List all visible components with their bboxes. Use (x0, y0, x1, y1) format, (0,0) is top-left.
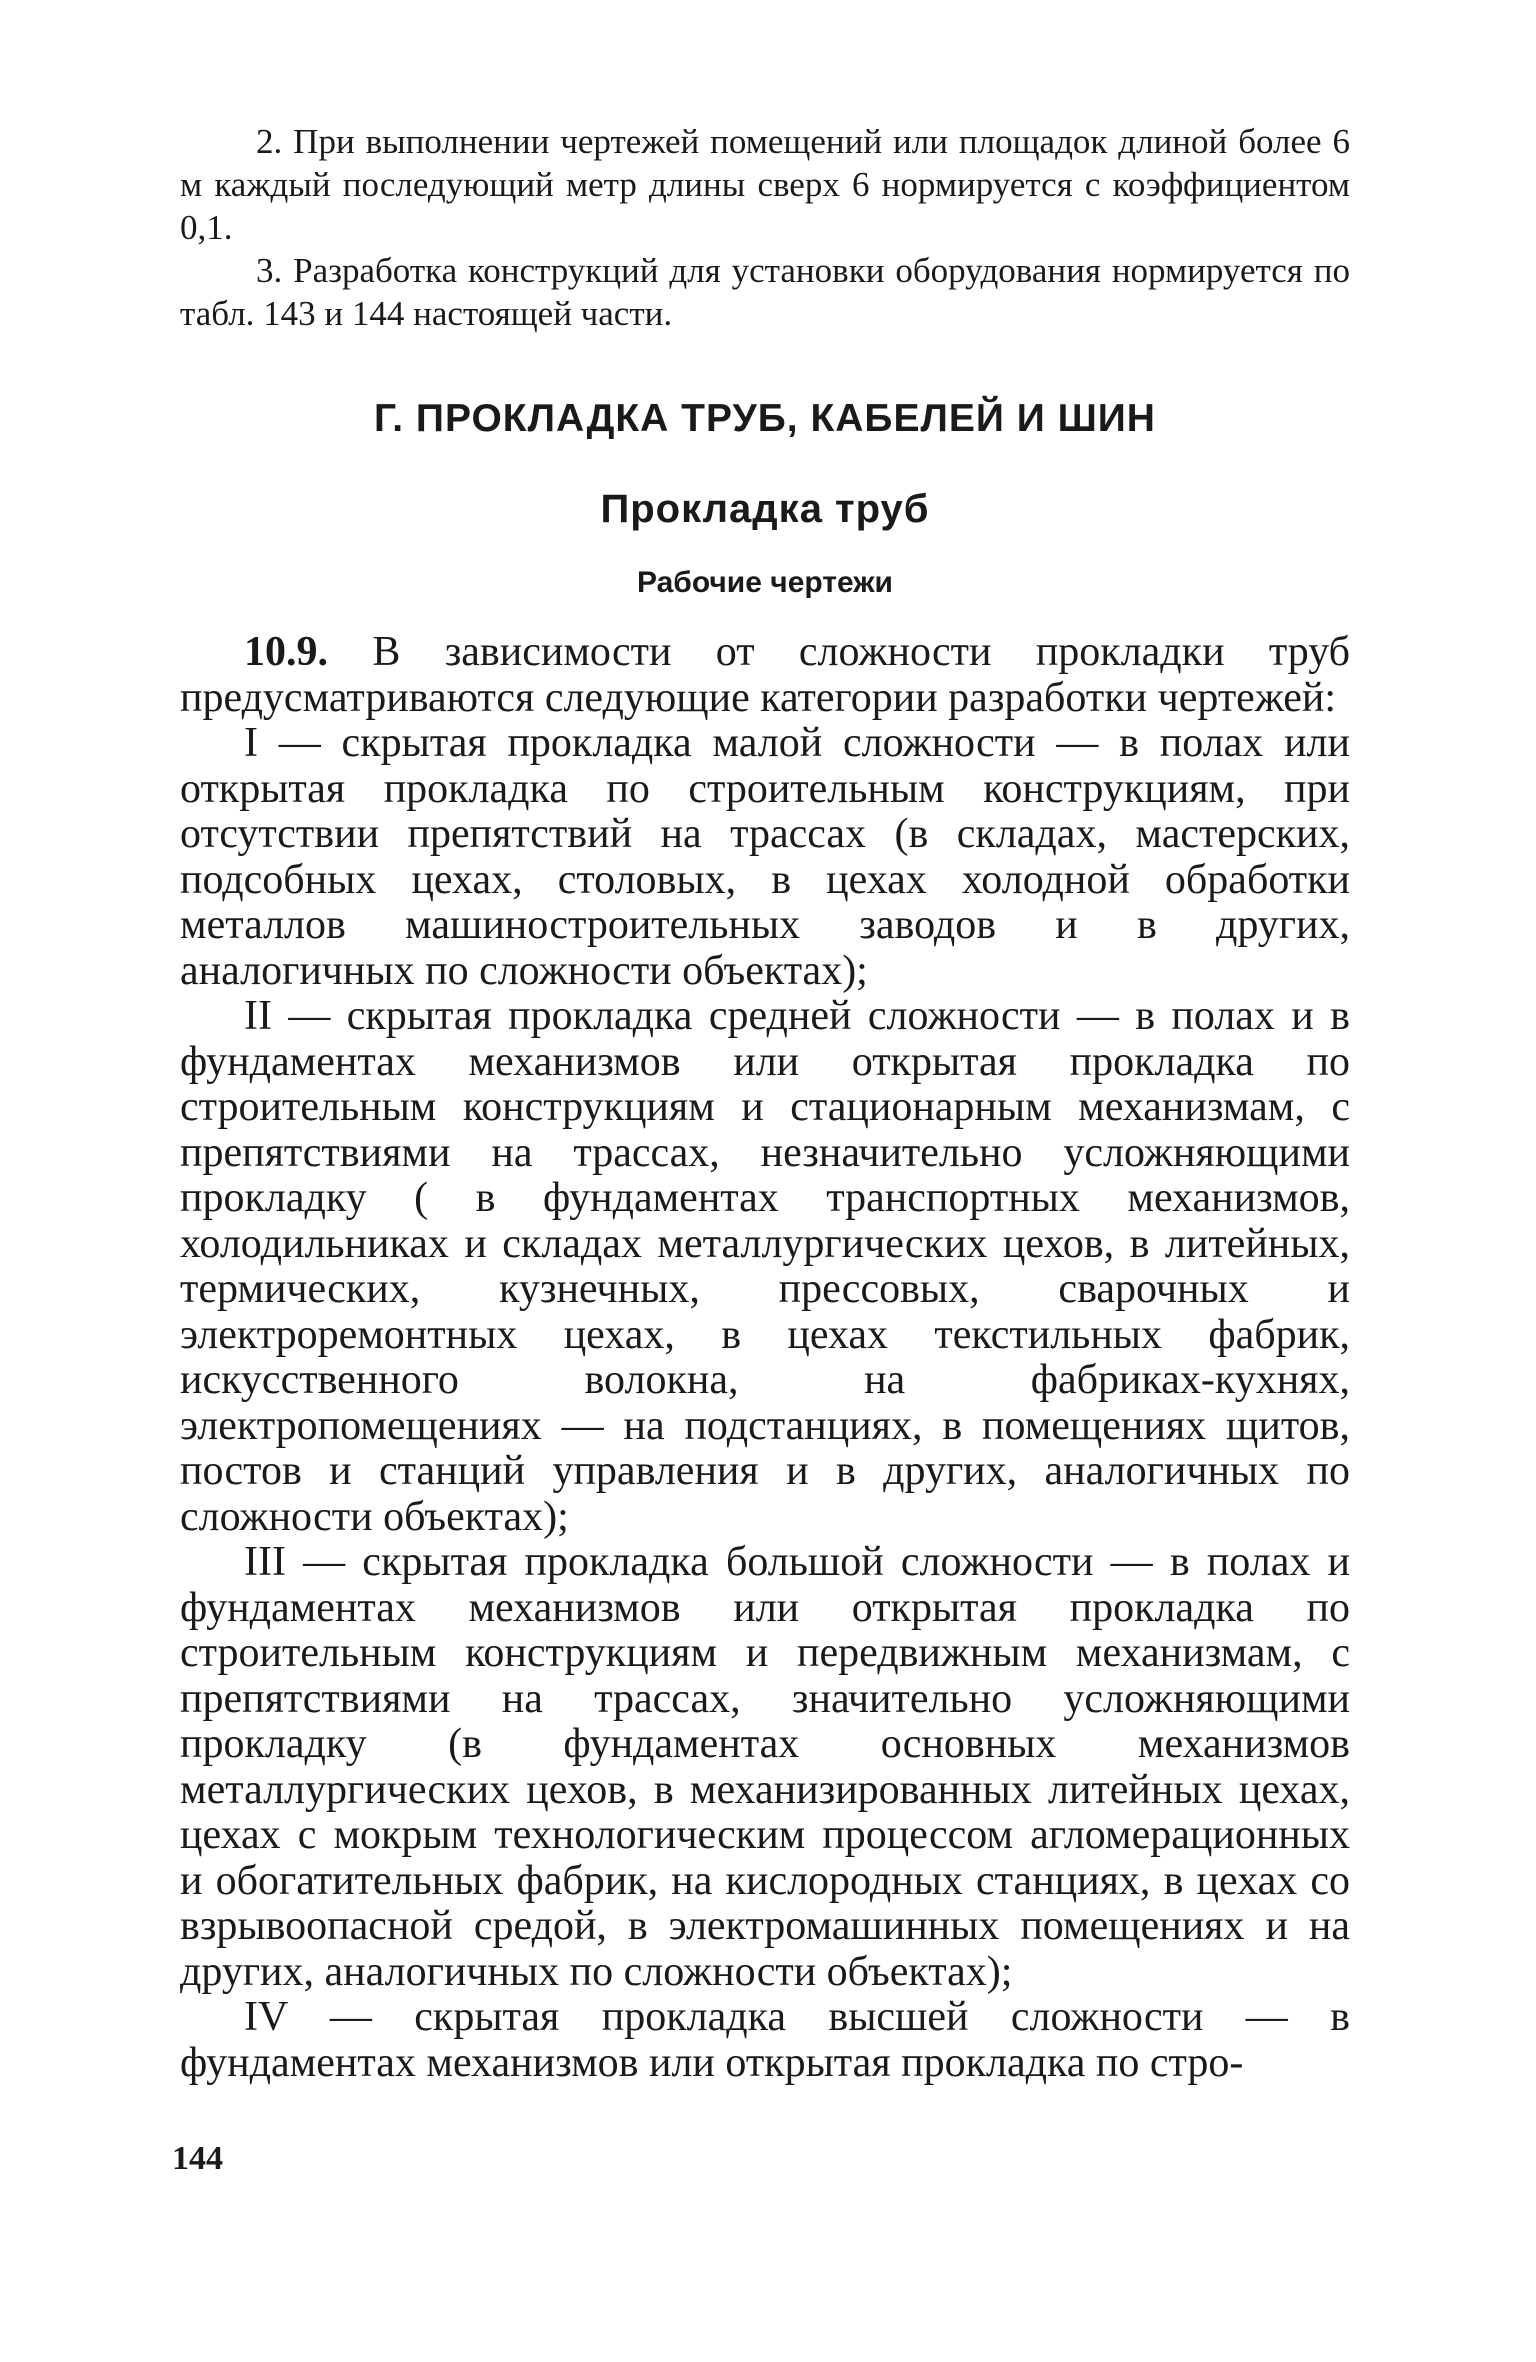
note-2: 2. При выполнении чертежей помещений или площадок длиной более 6 м каждый последующий метр длины сверх 6 нормируется с коэффициентом 0,1. (180, 122, 1350, 247)
category-item-1: I — скрытая прокладка малой сложности — в полах или открытая прокладка по строительным конструкциям, при отсутствии препятствий на трассах (в складах, мастерских, подсобных цехах, столовых, в цехах холодной обработки металлов машиностроительных заводов и в других, аналогичных по сложности объектах); (180, 720, 1350, 994)
clause-intro-text: В зависимости от сложности прокладки труб предусматриваются следующие категории разработки чертежей: (180, 629, 1351, 721)
clause-10-9 (180, 630, 1350, 2086)
clause-number: 10.9. (244, 629, 328, 675)
category-item-3: III — скрытая прокладка большой сложности — в полах и фундаментах механизмов или открытая прокладка по строительным конструкциям и передвижным механизмам, с препятствиями на трассах, значительно усложняющими прокладку (в фундаментах основных механизмов металлургических цехов, в механизированных литейных цехах, цехах с мокрым технологическим процессом агломерационных и обогатительных фабрик, на кислородных станциях, в цехах со взрывоопасной средой, в электромашинных помещениях и на других, аналогичных по сложности объектах); (180, 1539, 1350, 1995)
clause-intro (180, 630, 1350, 721)
note-3: 3. Разработка конструкций для установки оборудования нормируется по табл. 143 и 144 настоящей части. (180, 251, 1350, 333)
document-page (180, 120, 1350, 2086)
section-heading: Г. ПРОКЛАДКА ТРУБ, КАБЕЛЕЙ И ШИН (374, 397, 1156, 440)
notes-block (180, 120, 1350, 335)
subsubsection-heading: Рабочие чертежи (636, 566, 893, 599)
category-item-2: II — скрытая прокладка средней сложности — в полах и в фундаментах механизмов или открытая прокладка по строительным конструкциям и стационарным механизмам, с препятствиями на трассах, незначительно усложняющими прокладку ( в фундаментах транспортных механизмов, холодильниках и складах металлургических цехов, в литейных, термических, кузнечных, прессовых, сварочных и электроремонтных цехах, в цехах текстильных фабрик, искусственного волокна, на фабриках-кухнях, электропомещениях — на подстанциях, в помещениях щитов, постов и станций управления и в других, аналогичных по сложности объектах); (180, 993, 1350, 1540)
page-number: 144 (172, 2140, 223, 2177)
category-item-4: IV — скрытая прокладка высшей сложности — в фундаментах механизмов или открытая прокладка по стро- (180, 1994, 1350, 2086)
subsection-heading: Прокладка труб (600, 487, 930, 531)
